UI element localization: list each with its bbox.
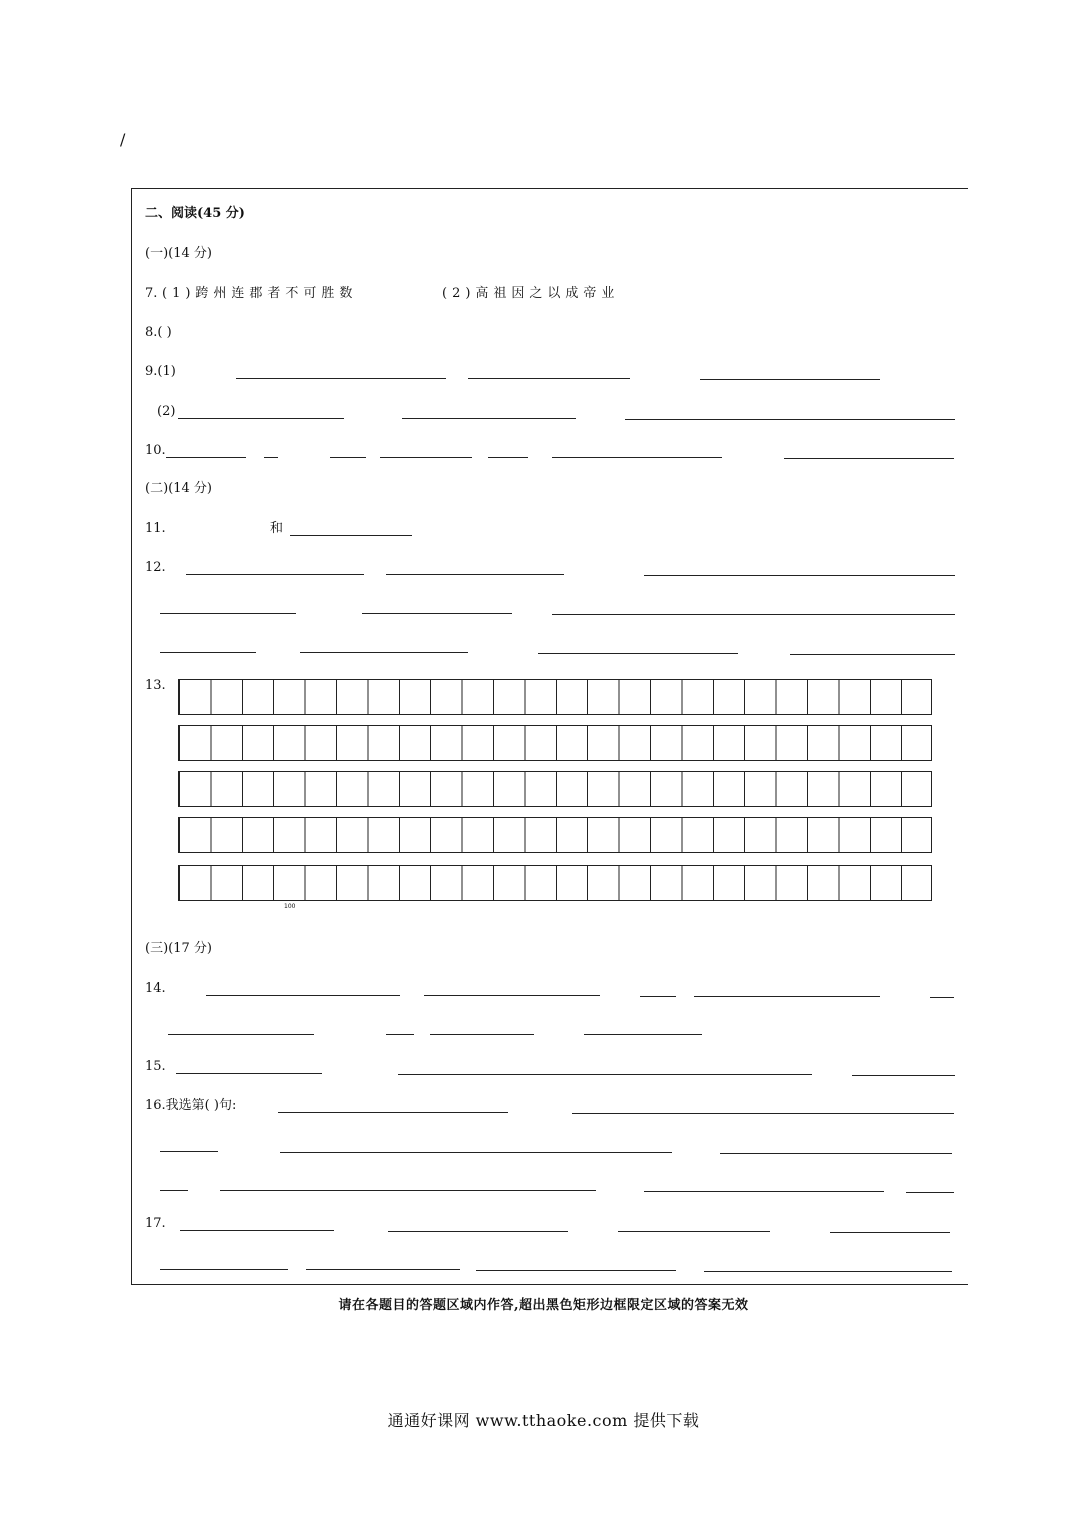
- q12-blank-d[interactable]: [160, 613, 296, 614]
- q17-blank-g[interactable]: [476, 1270, 676, 1271]
- q14-blank-f[interactable]: [168, 1034, 314, 1035]
- stray-mark: /: [120, 130, 126, 149]
- q9-1-blank-a[interactable]: [236, 378, 446, 379]
- q12-label: 12.: [145, 560, 166, 575]
- q17-label: 17.: [145, 1216, 166, 1231]
- q13-label: 13.: [145, 678, 166, 693]
- grid-row-2[interactable]: [178, 725, 932, 761]
- q16-blank-d[interactable]: [280, 1152, 672, 1153]
- part-two-label: (二)(14 分): [145, 481, 212, 496]
- grid-row-4[interactable]: [178, 817, 932, 853]
- q9-2-blank-b[interactable]: [402, 418, 576, 419]
- q14-blank-e[interactable]: [930, 997, 954, 998]
- q16-blank-a[interactable]: [278, 1112, 508, 1113]
- grid-row-1[interactable]: [178, 679, 932, 715]
- q7-sentence-1: (1)跨州连郡者不可胜数: [162, 286, 358, 301]
- q9-2-label: (2): [157, 404, 176, 419]
- q17-blank-b[interactable]: [388, 1231, 568, 1232]
- q10-blank-b[interactable]: [264, 457, 278, 458]
- section-title: 二、阅读(45 分): [145, 206, 245, 221]
- grid-row-5[interactable]: [178, 865, 932, 901]
- q10-blank-a[interactable]: [166, 457, 246, 458]
- q14-blank-h[interactable]: [430, 1034, 534, 1035]
- q13-writing-grid[interactable]: [178, 679, 932, 911]
- q14-blank-g[interactable]: [386, 1034, 414, 1035]
- q10-blank-d[interactable]: [380, 457, 472, 458]
- q12-blank-i[interactable]: [538, 653, 738, 654]
- q17-blank-e[interactable]: [160, 1269, 288, 1270]
- q15-label: 15.: [145, 1059, 166, 1074]
- q16-blank-c[interactable]: [160, 1151, 218, 1152]
- q12-blank-b[interactable]: [386, 574, 564, 575]
- q12-blank-c[interactable]: [644, 575, 955, 576]
- q10-blank-e[interactable]: [488, 457, 528, 458]
- q8-label: 8.( ): [145, 325, 172, 340]
- part-one-label: (一)(14 分): [145, 246, 212, 261]
- q9-2-blank-c[interactable]: [625, 419, 955, 420]
- q9-1-blank-c[interactable]: [700, 379, 880, 380]
- q17-blank-f[interactable]: [306, 1269, 460, 1270]
- q9-2-blank-a[interactable]: [178, 418, 344, 419]
- q14-blank-d[interactable]: [694, 996, 880, 997]
- q10-label: 10.: [145, 443, 166, 458]
- q12-blank-h[interactable]: [300, 652, 468, 653]
- q15-blank-a[interactable]: [176, 1073, 322, 1074]
- q14-blank-b[interactable]: [424, 995, 600, 996]
- q16-blank-h[interactable]: [644, 1191, 884, 1192]
- answer-area-notice: 请在各题目的答题区域内作答,超出黑色矩形边框限定区域的答案无效: [338, 1298, 749, 1313]
- part-three-label: (三)(17 分): [145, 941, 212, 956]
- q12-blank-f[interactable]: [552, 614, 955, 615]
- q14-blank-a[interactable]: [206, 995, 400, 996]
- grid-count-mark: 100: [284, 903, 296, 910]
- grid-row-3[interactable]: [178, 771, 932, 807]
- q15-blank-c[interactable]: [852, 1075, 955, 1076]
- q16-blank-i[interactable]: [906, 1192, 954, 1193]
- q11-number: 11.: [145, 521, 166, 536]
- q12-blank-g[interactable]: [160, 652, 256, 653]
- footer-download-credit: 通通好课网 www.tthaoke.com 提供下载: [387, 1411, 700, 1430]
- q10-blank-c[interactable]: [330, 457, 366, 458]
- q17-blank-h[interactable]: [704, 1271, 952, 1272]
- q14-blank-i[interactable]: [584, 1034, 702, 1035]
- q10-blank-g[interactable]: [784, 458, 954, 459]
- q7-sentence-2: (2)高祖因之以成帝业: [442, 286, 620, 301]
- q9-label: 9.(1): [145, 364, 176, 379]
- q17-blank-d[interactable]: [830, 1232, 950, 1233]
- q16-label: 16.我选第( )句:: [145, 1098, 237, 1113]
- q16-blank-b[interactable]: [572, 1113, 954, 1114]
- q16-blank-f[interactable]: [160, 1190, 188, 1191]
- q11-blank[interactable]: [290, 535, 412, 536]
- q16-blank-g[interactable]: [220, 1190, 596, 1191]
- q17-blank-a[interactable]: [180, 1230, 334, 1231]
- q7-number: 7.: [145, 286, 158, 301]
- q14-blank-c[interactable]: [640, 996, 676, 997]
- q12-blank-j[interactable]: [790, 654, 955, 655]
- q10-blank-f[interactable]: [552, 457, 722, 458]
- q11-conjunction: 和: [270, 521, 284, 536]
- q12-blank-a[interactable]: [186, 574, 364, 575]
- q16-blank-e[interactable]: [720, 1153, 952, 1154]
- q12-blank-e[interactable]: [362, 613, 512, 614]
- q14-label: 14.: [145, 981, 166, 996]
- q15-blank-b[interactable]: [398, 1074, 812, 1075]
- q17-blank-c[interactable]: [618, 1231, 770, 1232]
- q9-1-blank-b[interactable]: [468, 378, 630, 379]
